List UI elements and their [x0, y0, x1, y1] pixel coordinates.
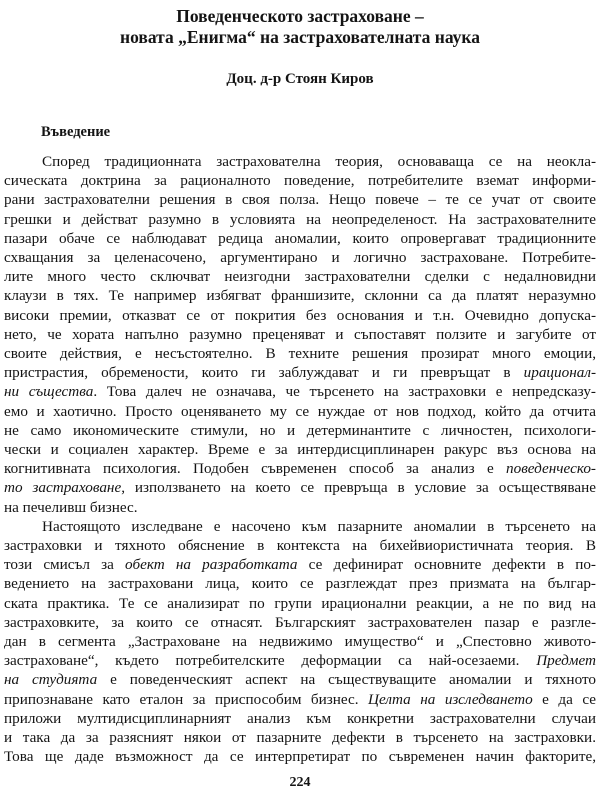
body-line — [4, 440, 596, 459]
text-segment: . Това далеч не означава, че търсенето на застраховки е непредсказу- — [93, 383, 596, 401]
text-segment: нето, че хората напълно разумно преценяват и съпоставят ползите и загубите от — [4, 325, 596, 343]
text-segment: този смисъл за — [4, 556, 126, 574]
body-line — [4, 229, 596, 248]
italic-term: ирационал- — [523, 364, 596, 382]
author: Доц. д-р Стоян Киров — [226, 71, 374, 87]
body-line — [4, 421, 596, 440]
body-line — [4, 248, 596, 267]
italic-term: Целта на изследването — [368, 690, 533, 708]
body-line — [4, 306, 596, 325]
italic-term: поведенческо- — [506, 460, 596, 478]
body-line — [4, 632, 596, 651]
body-line — [42, 152, 596, 171]
italic-term: то застраховане — [4, 479, 122, 497]
body-line — [4, 651, 596, 670]
body-line — [4, 325, 596, 344]
text-segment: грешки и действат разумно в условията на неопределеност. На застрахователните — [4, 210, 596, 228]
text-segment: когнитивната психология. Подобен съвременен способ за анализ е — [4, 460, 506, 478]
text-segment: сическата доктрина за рационалното поведение, потребителите вземат информи- — [4, 172, 596, 190]
text-segment: пазари обаче се наблюдават редица аномалии, които опровергават традиционните — [4, 229, 596, 247]
text-segment: Според традиционната застрахователна теория, основаваща се на неокла- — [42, 153, 596, 170]
text-segment: своите действия, е несъстоятелно. В техните решения прозират много емоции, — [4, 345, 596, 362]
body-line — [4, 728, 596, 747]
italic-term: на студията — [4, 671, 98, 689]
body-line — [4, 498, 596, 517]
body-line — [4, 459, 596, 478]
text-segment: пристрастия, обремености, които ги заблуждават и ги превръщат в — [4, 364, 524, 382]
italic-term: обект на разработката — [125, 556, 298, 574]
text-segment: високи премии, отказват се от покрития без основания и т.н. Очевидно допуска- — [4, 306, 596, 324]
body-line — [4, 747, 596, 766]
title-line-1: Поведенческото застраховане – — [176, 6, 424, 26]
text-segment: на печеливш бизнес. — [4, 498, 138, 516]
body-line — [4, 594, 596, 613]
text-segment: лите много често сключват неизгодни застрахователни сделки с недалновидни — [4, 268, 596, 286]
body-line — [42, 517, 596, 536]
title-line-2: новата „Енигма“ на застрахователната наука — [119, 27, 480, 47]
text-segment: схващания за целенасочено, аргументирано и логично застраховане. Потребите- — [4, 249, 596, 266]
body-line — [4, 613, 596, 632]
text-segment: рани застрахователни решения в своя полза. Нещо повече – те се учат от своите — [4, 191, 596, 209]
body-line — [4, 402, 596, 421]
text-segment: Настоящото изследване е насочено към пазарните аномалии в търсенето на — [42, 517, 596, 535]
text-segment: , използването на което се превръща в условие за осъществяване — [121, 479, 596, 497]
body-line — [4, 363, 596, 382]
body-line — [4, 171, 596, 190]
text-segment: не само икономическите стимули, но и детерминантите с личностен, психологи- — [4, 421, 596, 439]
text-segment: припознаване като еталон за приспособим бизнес. — [4, 690, 369, 708]
text-segment: емо и хаотично. Просто оценяването му се нуждае от нов подход, който да отчита — [4, 402, 596, 420]
body-line — [4, 210, 596, 229]
body-line — [4, 344, 596, 363]
body-line — [4, 670, 596, 689]
text-segment: е поведенческият аспект на съществуващите аномалии и тяхното — [97, 671, 596, 689]
text-segment: Това ще даде възможност да се интерпретират по съвременен начин факторите, — [4, 748, 596, 766]
italic-term: Предмет — [536, 652, 596, 670]
section-heading: Въведение — [41, 124, 111, 140]
body-line — [4, 286, 596, 305]
text-segment: се дефинират основните дефекти в по- — [297, 556, 596, 574]
body-line — [4, 382, 596, 401]
text-segment: застраховките, за които се отнасят. Българският застрахователен пазар е разгле- — [4, 613, 596, 631]
text-segment: дан в сегмента „Застраховане на недвижимо имущество“ и „Спестовно живото- — [4, 633, 596, 650]
body-line — [4, 709, 596, 728]
page-number: 224 — [289, 775, 311, 790]
text-segment: застраховане“, където потребителските деформации са най-осезаеми. — [4, 652, 537, 670]
text-segment: е да се — [532, 690, 596, 708]
text-segment: чески и социален характер. Време е за интердисциплинарен ракурс въз основа на — [4, 441, 596, 458]
body-line — [4, 574, 596, 593]
italic-term: ни същества — [4, 383, 94, 401]
text-segment: застраховки и тяхното обяснение в контекста на бихейвиористичната теория. В — [4, 537, 596, 554]
text-segment: ведението на застраховани лица, които се разглеждат през призмата на българ- — [4, 575, 596, 593]
body-line — [4, 536, 596, 555]
text-segment: клаузи в тях. Те например избягват франшизите, склонни са да платят неразумно — [4, 287, 596, 305]
body-line — [4, 267, 596, 286]
text-segment: ската практика. Те се анализират по групи ирационални реакции, а не по вид на — [4, 594, 596, 612]
body-line — [4, 690, 596, 709]
body-line — [4, 190, 596, 209]
body-line — [4, 478, 596, 497]
text-segment: и така да за разясният някои от пазарните дефекти в търсенето на застраховки. — [4, 729, 596, 746]
text-segment: приложи мултидисциплинарният анализ към конкретни застрахователни случаи — [4, 709, 596, 727]
body-line — [4, 555, 596, 574]
